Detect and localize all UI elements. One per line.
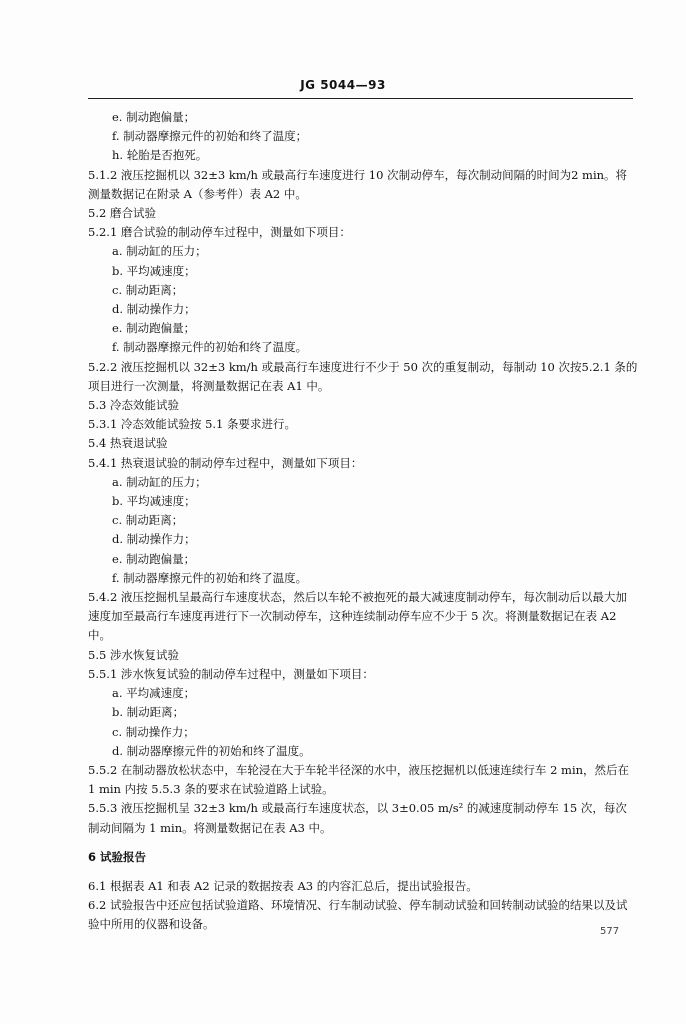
clause-6-1: 6.1 根据表 A1 和表 A2 记录的数据按表 A3 的内容汇总后，提出试验报告。 [88,878,478,893]
list-item: b. 平均减速度； [112,263,196,278]
page-number: 577 [600,926,620,937]
list-item: a. 制动缸的压力； [112,244,207,259]
clause-5-3-1: 5.3.1 冷态效能试验按 5.1 条要求进行。 [88,417,297,432]
section-6-title: 6 试验报告 [88,849,147,864]
list-item: a. 平均减速度； [112,686,196,701]
clause-5-5-1: 5.5.1 涉水恢复试验的制动停车过程中，测量如下项目： [88,666,374,681]
list-item: e. 制动跑偏量； [112,321,196,336]
header-divider [88,98,633,99]
section-gap [88,867,638,877]
section-heading: 5.3 冷态效能试验 [88,398,179,413]
list-item: f. 制动器摩擦元件的初始和终了温度； [112,129,308,144]
list-item: c. 制动距离； [112,282,184,297]
standard-code-header: JG 5044—93 [300,78,386,92]
clause-6-2: 6.2 试验报告中还应包括试验道路、环境情况、行车制动试验、停车制动试验和回转制动试验的结果以及试验中所用的仪器和设备。 [88,898,628,932]
section-heading: 5.5 涉水恢复试验 [88,647,179,662]
section-heading: 5.2 磨合试验 [88,206,156,221]
clause-5-2-1: 5.2.1 磨合试验的制动停车过程中，测量如下项目： [88,225,351,240]
list-item: c. 制动操作力； [112,724,195,739]
clause-5-5-2: 5.5.2 在制动器放松状态中，车轮浸在大于车轮半径深的水中，液压挖掘机以低速连续行车 2 min，然后在 1 min 内按 5.5.3 条的要求在试验道路上试验。 [88,762,630,797]
list-item: b. 制动距离； [112,705,185,720]
clause-5-4-2: 5.4.2 液压挖掘机呈最高行车速度状态，然后以车轮不被抱死的最大减速度制动停车，每次制动后以最大加速度加至最高行车速度再进行下一次制动停车，这种连续制动停车应不少于 5 次。将测量数据记在表 A2 中。 [88,590,627,643]
list-item: c. 制动距离； [112,513,184,528]
clause-5-1-2: 5.1.2 液压挖掘机以 32±3 km/h 或最高行车速度进行 10 次制动停车，每次制动间隔的时间为2 min。将测量数据记在附录 A（参考件）表 A2 中。 [88,167,628,201]
list-item: e. 制动跑偏量； [112,110,196,124]
list-item: f. 制动器摩擦元件的初始和终了温度。 [112,340,308,355]
list-item: d. 制动操作力； [112,532,196,547]
clause-5-2-2: 5.2.2 液压挖掘机以 32±3 km/h 或最高行车速度进行不少于 50 次的重复制动，每制动 10 次按5.2.1 条的项目进行一次测量，将测量数据记在表 A1 中。 [88,359,638,393]
list-item: a. 制动缸的压力； [112,474,207,489]
document-body [88,108,638,935]
clause-5-4-1: 5.4.1 热衰退试验的制动停车过程中，测量如下项目： [88,455,363,470]
list-item: d. 制动操作力； [112,302,196,317]
list-item: b. 平均减速度； [112,494,196,509]
section-heading: 5.4 热衰退试验 [88,436,168,451]
list-item: f. 制动器摩擦元件的初始和终了温度。 [112,570,308,585]
list-item: e. 制动跑偏量； [112,551,196,566]
list-item: d. 制动器摩擦元件的初始和终了温度。 [112,743,311,758]
list-item: h. 轮胎是否抱死。 [112,148,208,163]
section-gap [88,838,638,848]
clause-5-5-3: 5.5.3 液压挖掘机呈 32±3 km/h 或最高行车速度状态，以 3±0.05 m/s² 的减速度制动停车 15 次，每次制动间隔为 1 min。将测量数据记在表 A3 中。 [88,801,627,835]
